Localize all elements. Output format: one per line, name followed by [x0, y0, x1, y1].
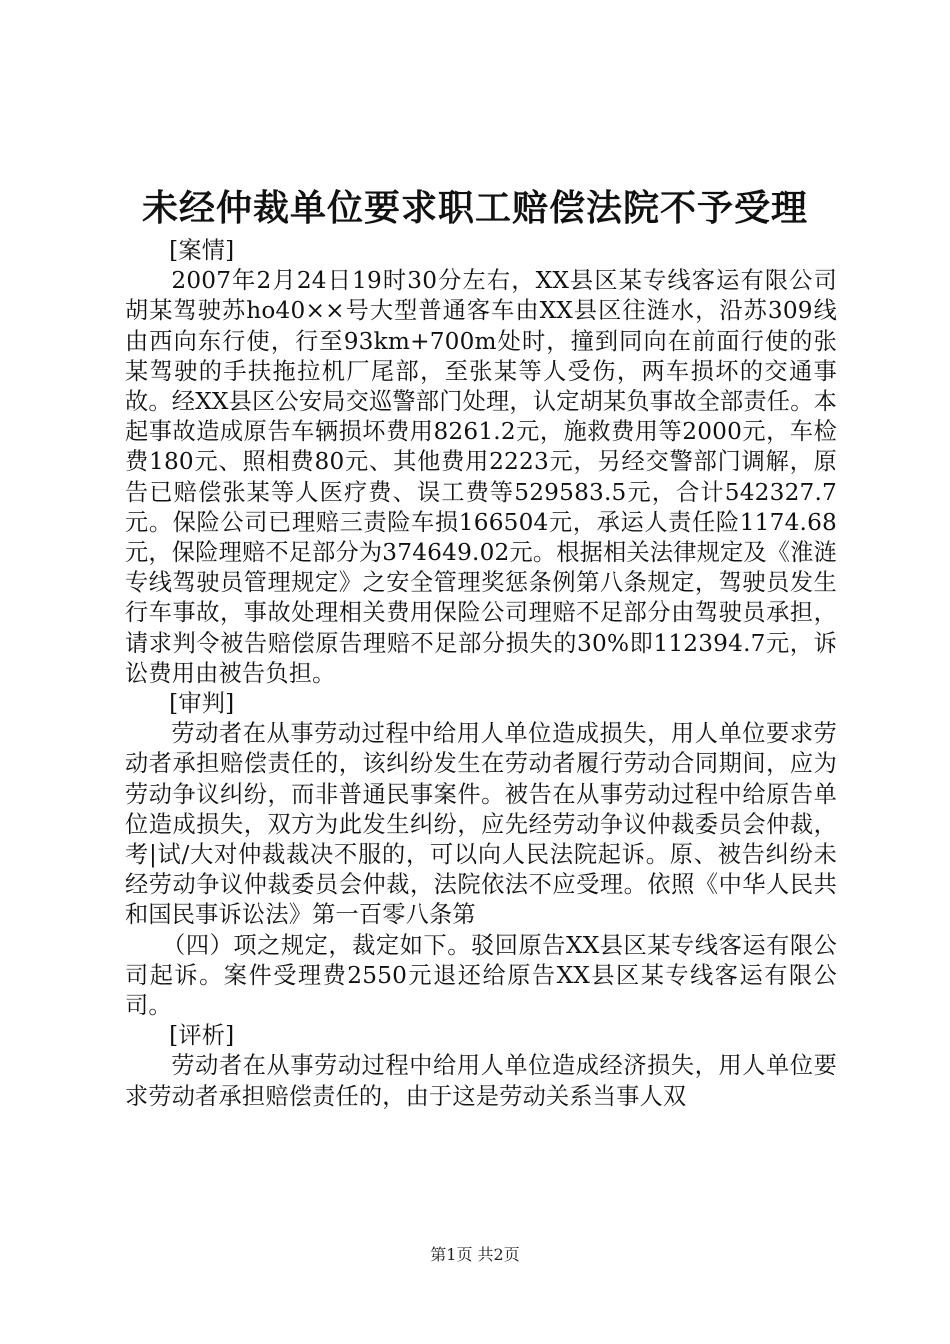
section-heading-analysis: [评析] [169, 1022, 235, 1050]
section-heading-case: [案情] [169, 237, 235, 264]
document-title: 未经仲裁单位要求职工赔偿法院不予受理 [141, 187, 808, 229]
page-footer: 第1页 共2页 [430, 1245, 520, 1264]
paragraph-analysis: 劳动者在从事劳动过程中给用人单位造成经济损失，用人单位要求劳动者承担赔偿责任的，由于这是劳动关系当事人双 [125, 1052, 837, 1110]
paragraph-case-facts: 2007年2月24日19时30分左右，XX县区某专线客运有限公司胡某驾驶苏ho40××号大型普通客车由XX县区往涟水，沿苏309线由西向东行使，行至93km+700m处时，撞到同向在前面行使的张某驾驶的手扶拖拉机厂尾部，至张某等人受伤，两车损坏的交通事故。经XX县区公安局交巡警部门处理，认定胡某负事故全部责任。本起事故造成原告车辆损坏费用8261.2元，施救费用等2000元，车检费180元、照相费80元、其他费用2223元，另经交警部门调解，原告已赔偿张某等人医疗费、误工费等529583.5元，合计542327.7元。保险公司已理赔三责险车损166504元，承运人责任险1174.68元，保险理赔不足部分为374649.02元。根据相关法律规定及《淮涟专线驾驶员管理规定》之安全管理奖惩条例第八条规定，驾驶员发生行车事故，事故处理相关费用保险公司理赔不足部分由驾驶员承担，请求判令被告赔偿原告理赔不足部分损失的30%即112394.7元，诉讼费用由被告负担。 [125, 267, 837, 687]
paragraph-ruling: （四）项之规定，裁定如下。驳回原告XX县区某专线客运有限公司起诉。案件受理费2550元退还给原告XX县区某专线客运有限公司。 [125, 931, 837, 1020]
document-body [125, 236, 837, 1112]
section-heading-trial: [审判] [169, 690, 235, 718]
paragraph-trial: 劳动者在从事劳动过程中给用人单位造成损失，用人单位要求劳动者承担赔偿责任的，该纠纷发生在劳动者履行劳动合同期间，应为劳动争议纠纷，而非普通民事案件。被告在从事劳动过程中给原告单位造成损失，双方为此发生纠纷，应先经劳动争议仲裁委员会仲裁，考|试/大对仲裁裁决不服的，可以向人民法院起诉。原、被告纠纷未经劳动争议仲裁委员会仲裁，法院依法不应受理。依照《中华人民共和国民事诉讼法》第一百零八条第 [125, 720, 837, 929]
